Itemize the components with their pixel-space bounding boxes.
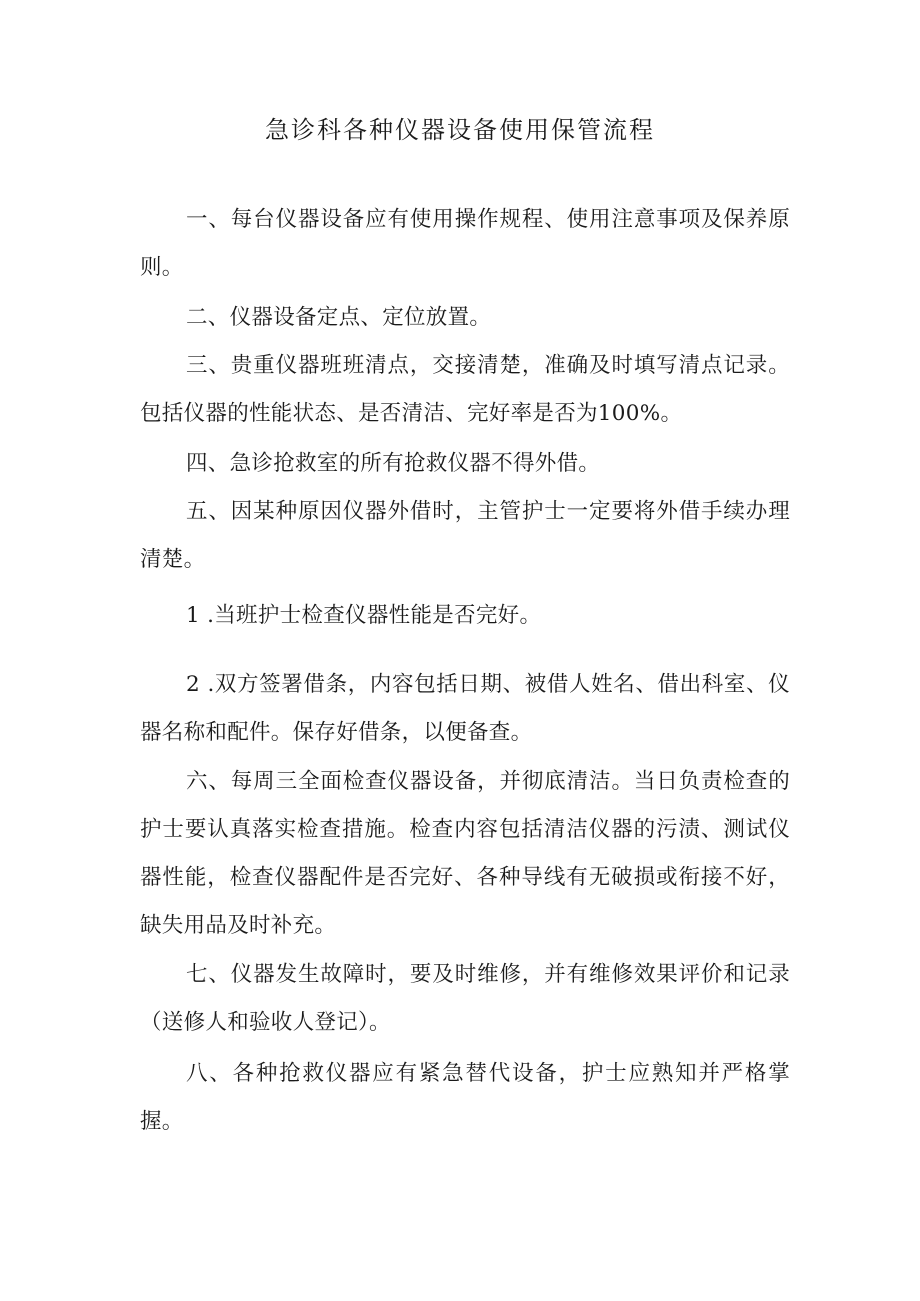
paragraph-3: 三、贵重仪器班班清点，交接清楚，准确及时填写清点记录。包括仪器的性能状态、是否清洁、完好率是否为100%。 [140,353,790,426]
paragraph-5-item-1: 1 .当班护士检查仪器性能是否完好。 [186,603,542,628]
paragraph-2: 二、仪器设备定点、定位放置。 [186,305,492,330]
paragraph-5-item-2: 2 .双方签署借条，内容包括日期、被借人姓名、借出科室、仪器名称和配件。保存好借条，以便备查。 [140,672,790,745]
document-title: 急诊科各种仪器设备使用保管流程 [265,116,655,144]
paragraph-4: 四、急诊抢救室的所有抢救仪器不得外借。 [186,451,601,476]
paragraph-8: 八、各种抢救仪器应有紧急替代设备，护士应熟知并严格掌握。 [140,1061,790,1134]
paragraph-1: 一、每台仪器设备应有使用操作规程、使用注意事项及保养原则。 [140,207,790,280]
paragraph-5: 五、因某种原因仪器外借时，主管护士一定要将外借手续办理清楚。 [140,499,790,572]
paragraph-6: 六、每周三全面检查仪器设备，并彻底清洁。当日负责检查的护士要认真落实检查措施。检查内容包括清洁仪器的污渍、测试仪器性能，检查仪器配件是否完好、各种导线有无破损或衔接不好，缺失用品及时补充。 [140,769,790,938]
paragraph-7: 七、仪器发生故障时，要及时维修，并有维修效果评价和记录（送修人和验收人登记）。 [140,962,790,1035]
